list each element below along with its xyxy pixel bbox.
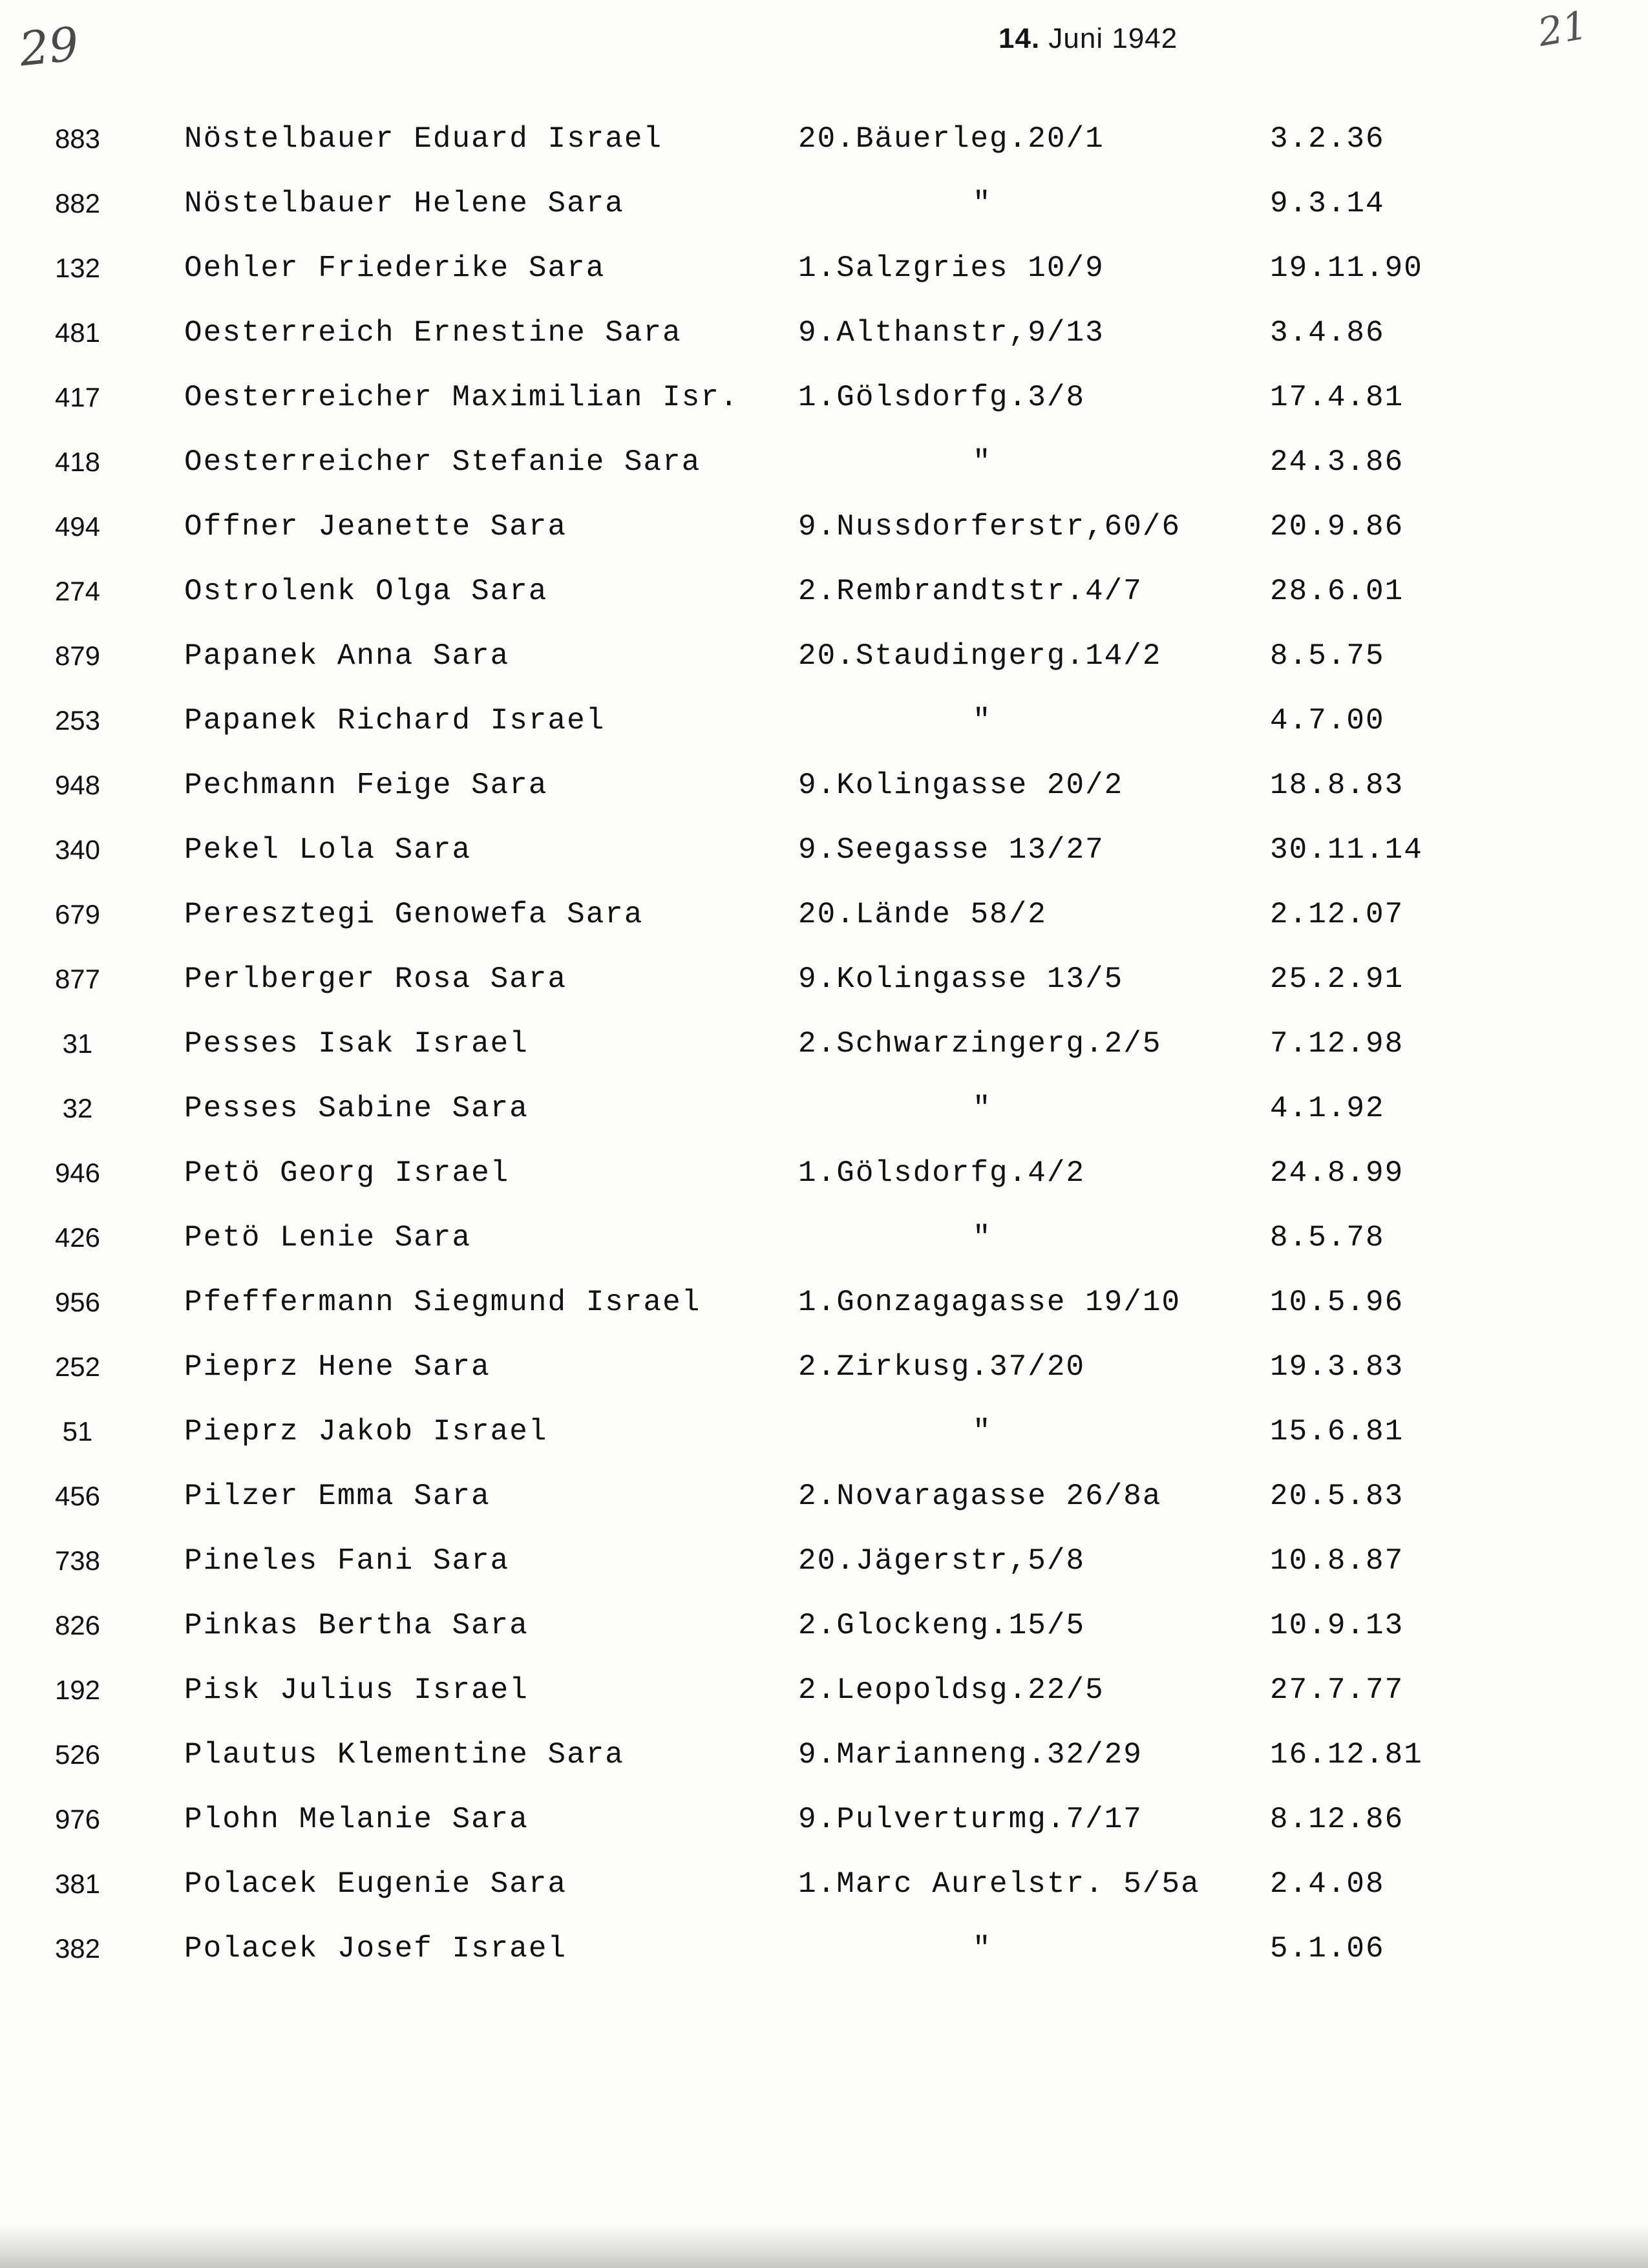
person-name: Oehler Friederike Sara (184, 251, 606, 285)
register-row (0, 960, 1648, 1018)
entry-number: 132 (54, 253, 101, 283)
person-name: Papanek Anna Sara (184, 639, 510, 673)
person-name: Polacek Josef Israel (184, 1932, 567, 1966)
entry-number: 738 (54, 1545, 101, 1576)
entry-number: 456 (54, 1481, 101, 1511)
entry-number: 252 (54, 1351, 101, 1382)
register-row (0, 1154, 1648, 1212)
person-name: Nöstelbauer Helene Sara (184, 187, 624, 220)
entry-number: 381 (54, 1869, 101, 1899)
birth-date: 8.5.75 (1270, 639, 1385, 673)
birth-date: 15.6.81 (1270, 1415, 1404, 1448)
address: 2.Glockeng.15/5 (798, 1609, 1086, 1642)
entry-number: 417 (54, 382, 101, 412)
person-name: Papanek Richard Israel (184, 704, 606, 737)
register-row (0, 1412, 1648, 1470)
birth-date: 10.5.96 (1270, 1286, 1404, 1319)
register-row (0, 249, 1648, 307)
person-name: Petö Lenie Sara (184, 1221, 472, 1255)
person-name: Oesterreicher Maximilian Isr. (184, 381, 739, 414)
person-name: Offner Jeanette Sara (184, 510, 567, 544)
birth-date: 10.9.13 (1270, 1609, 1404, 1642)
entry-number: 340 (54, 834, 101, 865)
person-name: Pisk Julius Israel (184, 1673, 529, 1707)
person-name: Pieprz Hene Sara (184, 1350, 491, 1384)
register-row (0, 1800, 1648, 1858)
birth-date: 3.2.36 (1270, 122, 1385, 156)
person-name: Petö Georg Israel (184, 1156, 510, 1190)
register-row (0, 1024, 1648, 1083)
address: 20.Lände 58/2 (798, 898, 1047, 931)
birth-date: 7.12.98 (1270, 1027, 1404, 1061)
entry-number: 426 (54, 1222, 101, 1253)
address: " (973, 1092, 992, 1125)
address: " (973, 1932, 992, 1966)
register-row (0, 1089, 1648, 1147)
address: " (973, 1415, 992, 1448)
entry-number: 948 (54, 770, 101, 800)
birth-date: 24.3.86 (1270, 445, 1404, 479)
birth-date: 20.9.86 (1270, 510, 1404, 544)
entry-number: 877 (54, 964, 101, 994)
register-row (0, 507, 1648, 566)
register-row (0, 1218, 1648, 1277)
register-row (0, 443, 1648, 501)
address: 2.Rembrandtstr.4/7 (798, 575, 1143, 608)
birth-date: 8.5.78 (1270, 1221, 1385, 1255)
person-name: Pechmann Feige Sara (184, 768, 548, 802)
register-row (0, 1671, 1648, 1729)
birth-date: 28.6.01 (1270, 575, 1404, 608)
person-name: Nöstelbauer Eduard Israel (184, 122, 663, 156)
date-stamp-year: 1942 (1112, 23, 1178, 54)
address: 9.Nussdorferstr,60/6 (798, 510, 1181, 544)
address: 9.Kolingasse 20/2 (798, 768, 1124, 802)
person-name: Oesterreicher Stefanie Sara (184, 445, 701, 479)
birth-date: 30.11.14 (1270, 833, 1423, 867)
entry-number: 32 (62, 1093, 93, 1123)
birth-date: 24.8.99 (1270, 1156, 1404, 1190)
birth-date: 20.5.83 (1270, 1479, 1404, 1513)
address: 1.Marc Aurelstr. 5/5a (798, 1867, 1200, 1901)
register-row (0, 637, 1648, 695)
register-row (0, 1929, 1648, 1987)
entry-number: 826 (54, 1610, 101, 1640)
birth-date: 19.11.90 (1270, 251, 1423, 285)
entry-number: 976 (54, 1804, 101, 1834)
person-name: Pesses Isak Israel (184, 1027, 529, 1061)
entry-number: 882 (54, 188, 101, 218)
birth-date: 25.2.91 (1270, 962, 1404, 996)
address: 9.Seegasse 13/27 (798, 833, 1104, 867)
birth-date: 18.8.83 (1270, 768, 1404, 802)
person-name: Pinkas Bertha Sara (184, 1609, 529, 1642)
entry-number: 526 (54, 1739, 101, 1770)
entry-number: 192 (54, 1675, 101, 1705)
person-name: Oesterreich Ernestine Sara (184, 316, 682, 350)
register-row (0, 895, 1648, 953)
entry-number: 253 (54, 705, 101, 736)
address: 9.Althanstr,9/13 (798, 316, 1104, 350)
register-row (0, 572, 1648, 630)
entry-number: 956 (54, 1287, 101, 1317)
register-row (0, 1477, 1648, 1535)
entry-number: 946 (54, 1158, 101, 1188)
person-name: Pineles Fani Sara (184, 1544, 510, 1578)
birth-date: 19.3.83 (1270, 1350, 1404, 1384)
entry-number: 418 (54, 447, 101, 477)
birth-date: 2.4.08 (1270, 1867, 1385, 1901)
register-row (0, 831, 1648, 889)
entry-number: 382 (54, 1933, 101, 1964)
person-name: Pilzer Emma Sara (184, 1479, 491, 1513)
address: " (973, 704, 992, 737)
entry-number: 679 (54, 899, 101, 929)
entry-number: 274 (54, 576, 101, 606)
register-row (0, 1606, 1648, 1664)
address: " (973, 445, 992, 479)
birth-date: 4.7.00 (1270, 704, 1385, 737)
person-name: Peresztegi Genowefa Sara (184, 898, 644, 931)
birth-date: 5.1.06 (1270, 1932, 1385, 1966)
address: 20.Bäuerleg.20/1 (798, 122, 1104, 156)
register-row (0, 1735, 1648, 1794)
handwritten-page-number: 29 (16, 16, 81, 77)
register-row (0, 1283, 1648, 1341)
scan-edge-smudge (0, 2223, 1648, 2268)
person-name: Perlberger Rosa Sara (184, 962, 567, 996)
date-stamp-month: Juni (1048, 23, 1104, 54)
person-name: Pieprz Jakob Israel (184, 1415, 548, 1448)
address: 2.Leopoldsg.22/5 (798, 1673, 1104, 1707)
entry-number: 31 (62, 1028, 93, 1059)
address: 9.Kolingasse 13/5 (798, 962, 1124, 996)
address: 2.Schwarzingerg.2/5 (798, 1027, 1162, 1061)
register-row (0, 766, 1648, 824)
register-row (0, 1348, 1648, 1406)
entry-number: 494 (54, 511, 101, 542)
entry-number: 481 (54, 317, 101, 348)
handwritten-folio-number: 21 (1534, 2, 1591, 56)
entry-number: 879 (54, 641, 101, 671)
register-row (0, 1542, 1648, 1600)
register-row (0, 378, 1648, 436)
birth-date: 3.4.86 (1270, 316, 1385, 350)
person-name: Plautus Klementine Sara (184, 1738, 624, 1772)
register-row (0, 1865, 1648, 1923)
entry-number: 883 (54, 123, 101, 154)
address: " (973, 1221, 992, 1255)
address: 9.Marianneng.32/29 (798, 1738, 1143, 1772)
address: 20.Staudingerg.14/2 (798, 639, 1162, 673)
register-row (0, 313, 1648, 372)
birth-date: 16.12.81 (1270, 1738, 1423, 1772)
person-name: Ostrolenk Olga Sara (184, 575, 548, 608)
entry-number: 51 (62, 1416, 93, 1447)
birth-date: 10.8.87 (1270, 1544, 1404, 1578)
birth-date: 17.4.81 (1270, 381, 1404, 414)
register-row (0, 184, 1648, 242)
address: 20.Jägerstr,5/8 (798, 1544, 1086, 1578)
address: 9.Pulverturmg.7/17 (798, 1803, 1143, 1836)
person-name: Pesses Sabine Sara (184, 1092, 529, 1125)
address: 1.Gonzagagasse 19/10 (798, 1286, 1181, 1319)
person-name: Pfeffermann Siegmund Israel (184, 1286, 701, 1319)
address: 2.Zirkusg.37/20 (798, 1350, 1086, 1384)
address: 1.Gölsdorfg.4/2 (798, 1156, 1086, 1190)
register-row (0, 120, 1648, 178)
address: 2.Novaragasse 26/8a (798, 1479, 1162, 1513)
address: 1.Salzgries 10/9 (798, 251, 1104, 285)
birth-date: 8.12.86 (1270, 1803, 1404, 1836)
birth-date: 9.3.14 (1270, 187, 1385, 220)
person-name: Plohn Melanie Sara (184, 1803, 529, 1836)
birth-date: 2.12.07 (1270, 898, 1404, 931)
register-row (0, 701, 1648, 759)
birth-date: 27.7.77 (1270, 1673, 1404, 1707)
address: " (973, 187, 992, 220)
person-name: Polacek Eugenie Sara (184, 1867, 567, 1901)
address: 1.Gölsdorfg.3/8 (798, 381, 1086, 414)
birth-date: 4.1.92 (1270, 1092, 1385, 1125)
person-name: Pekel Lola Sara (184, 833, 472, 867)
date-stamp-day: 14. (998, 23, 1041, 54)
